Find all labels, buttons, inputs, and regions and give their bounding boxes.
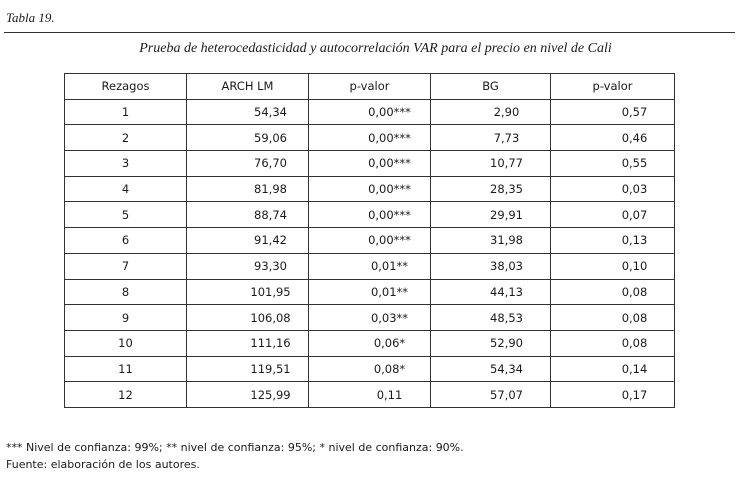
cell-arch-lm: 111,16 bbox=[187, 330, 309, 356]
cell-p-valor-bg: 0,17 bbox=[551, 382, 675, 408]
column-header-bg: BG bbox=[431, 74, 551, 100]
cell-rezagos: 6 bbox=[65, 228, 187, 254]
table-caption: Prueba de heterocedasticidad y autocorrelación VAR para el precio en nivel de Cali bbox=[139, 41, 612, 56]
cell-p-valor-bg: 0,10 bbox=[551, 253, 675, 279]
cell-p-valor-arch: 0,03** bbox=[309, 305, 431, 331]
table-label: Tabla 19. bbox=[6, 10, 55, 25]
cell-p-valor-bg: 0,08 bbox=[551, 305, 675, 331]
cell-rezagos: 3 bbox=[65, 151, 187, 177]
cell-p-valor-bg: 0,55 bbox=[551, 151, 675, 177]
cell-arch-lm: 54,34 bbox=[187, 99, 309, 125]
table-row bbox=[65, 330, 675, 356]
table-row bbox=[65, 202, 675, 228]
cell-rezagos: 4 bbox=[65, 176, 187, 202]
cell-arch-lm: 59,06 bbox=[187, 125, 309, 151]
cell-bg: 28,35 bbox=[431, 176, 551, 202]
column-header-p-valor-bg: p-valor bbox=[551, 74, 675, 100]
significance-note: *** Nivel de confianza: 99%; ** nivel de confianza: 95%; * nivel de confianza: 90%. bbox=[6, 441, 464, 454]
cell-rezagos: 10 bbox=[65, 330, 187, 356]
top-rule bbox=[4, 32, 735, 33]
cell-p-valor-arch: 0,01** bbox=[309, 279, 431, 305]
table-row bbox=[65, 382, 675, 408]
cell-rezagos: 1 bbox=[65, 99, 187, 125]
cell-arch-lm: 88,74 bbox=[187, 202, 309, 228]
cell-bg: 29,91 bbox=[431, 202, 551, 228]
cell-p-valor-bg: 0,57 bbox=[551, 99, 675, 125]
cell-p-valor-arch: 0,11 bbox=[309, 382, 431, 408]
cell-arch-lm: 101,95 bbox=[187, 279, 309, 305]
table-row bbox=[65, 151, 675, 177]
table-row bbox=[65, 99, 675, 125]
table-row bbox=[65, 228, 675, 254]
cell-p-valor-arch: 0,01** bbox=[309, 253, 431, 279]
cell-rezagos: 5 bbox=[65, 202, 187, 228]
column-header-arch-lm: ARCH LM bbox=[187, 74, 309, 100]
cell-p-valor-bg: 0,13 bbox=[551, 228, 675, 254]
cell-rezagos: 12 bbox=[65, 382, 187, 408]
table-row bbox=[65, 279, 675, 305]
cell-p-valor-bg: 0,14 bbox=[551, 356, 675, 382]
cell-bg: 54,34 bbox=[431, 356, 551, 382]
cell-rezagos: 2 bbox=[65, 125, 187, 151]
table-row bbox=[65, 305, 675, 331]
cell-bg: 10,77 bbox=[431, 151, 551, 177]
cell-bg: 2,90 bbox=[431, 99, 551, 125]
cell-p-valor-bg: 0,08 bbox=[551, 279, 675, 305]
cell-arch-lm: 106,08 bbox=[187, 305, 309, 331]
cell-p-valor-arch: 0,00*** bbox=[309, 125, 431, 151]
cell-p-valor-arch: 0,00*** bbox=[309, 202, 431, 228]
cell-bg: 44,13 bbox=[431, 279, 551, 305]
table-row bbox=[65, 356, 675, 382]
table-notes bbox=[6, 439, 464, 473]
cell-bg: 57,07 bbox=[431, 382, 551, 408]
cell-arch-lm: 76,70 bbox=[187, 151, 309, 177]
cell-p-valor-arch: 0,00*** bbox=[309, 151, 431, 177]
table-row bbox=[65, 125, 675, 151]
cell-bg: 48,53 bbox=[431, 305, 551, 331]
table-row bbox=[65, 253, 675, 279]
cell-bg: 38,03 bbox=[431, 253, 551, 279]
cell-arch-lm: 93,30 bbox=[187, 253, 309, 279]
cell-p-valor-bg: 0,07 bbox=[551, 202, 675, 228]
column-header-rezagos: Rezagos bbox=[65, 74, 187, 100]
column-header-p-valor-arch: p-valor bbox=[309, 74, 431, 100]
cell-p-valor-bg: 0,46 bbox=[551, 125, 675, 151]
data-table bbox=[64, 73, 675, 408]
cell-arch-lm: 125,99 bbox=[187, 382, 309, 408]
source-note: Fuente: elaboración de los autores. bbox=[6, 458, 200, 471]
table-row bbox=[65, 176, 675, 202]
cell-bg: 7,73 bbox=[431, 125, 551, 151]
cell-bg: 52,90 bbox=[431, 330, 551, 356]
cell-rezagos: 11 bbox=[65, 356, 187, 382]
cell-arch-lm: 119,51 bbox=[187, 356, 309, 382]
cell-rezagos: 8 bbox=[65, 279, 187, 305]
cell-arch-lm: 81,98 bbox=[187, 176, 309, 202]
cell-p-valor-arch: 0,06* bbox=[309, 330, 431, 356]
cell-rezagos: 9 bbox=[65, 305, 187, 331]
cell-arch-lm: 91,42 bbox=[187, 228, 309, 254]
cell-p-valor-arch: 0,08* bbox=[309, 356, 431, 382]
header-row bbox=[65, 74, 675, 100]
cell-p-valor-bg: 0,08 bbox=[551, 330, 675, 356]
cell-p-valor-arch: 0,00*** bbox=[309, 99, 431, 125]
cell-rezagos: 7 bbox=[65, 253, 187, 279]
cell-p-valor-bg: 0,03 bbox=[551, 176, 675, 202]
cell-bg: 31,98 bbox=[431, 228, 551, 254]
cell-p-valor-arch: 0,00*** bbox=[309, 176, 431, 202]
cell-p-valor-arch: 0,00*** bbox=[309, 228, 431, 254]
